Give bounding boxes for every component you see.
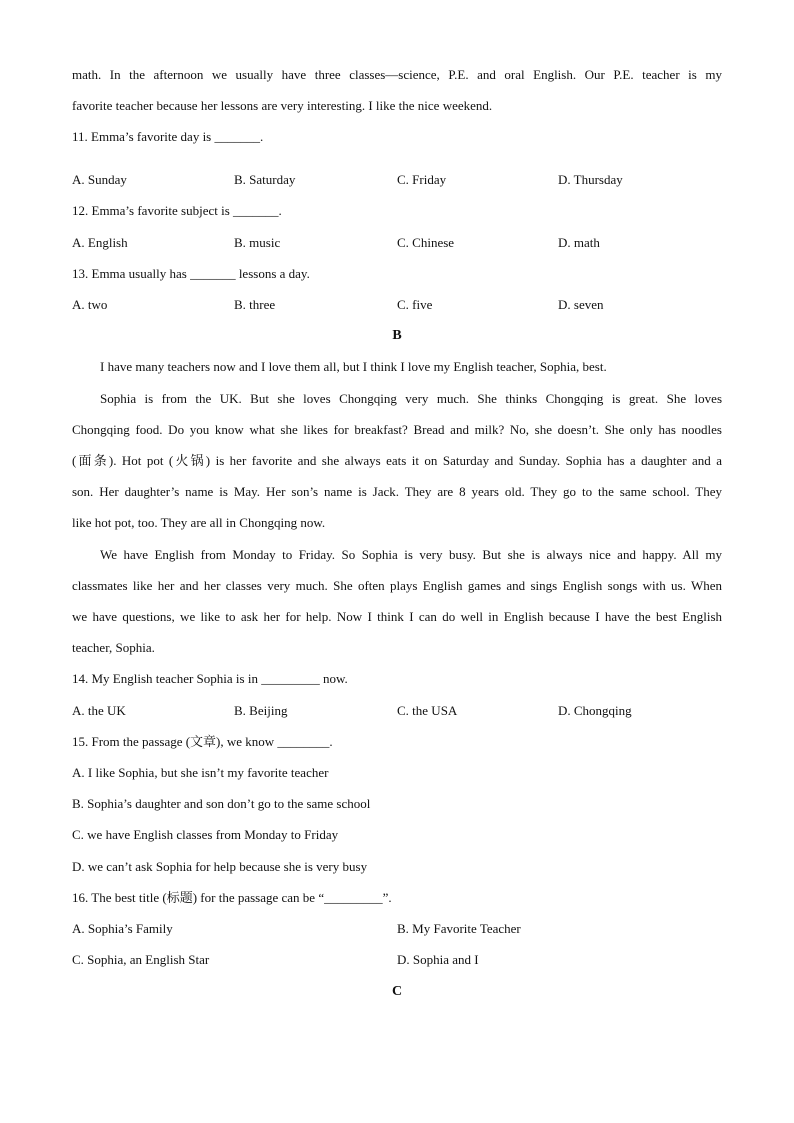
question-12-stem: 12. Emma’s favorite subject is _______. (72, 203, 282, 218)
question-11-option-b[interactable]: B. Saturday (234, 172, 296, 187)
question-16-stem: 16. The best title (标题) for the passage can be “_________”. (72, 890, 392, 905)
question-14-option-b[interactable]: B. Beijing (234, 703, 288, 718)
section-c-heading: C (391, 984, 403, 999)
passage-b-paragraph-3-line-4: teacher, Sophia. (72, 640, 155, 655)
question-15-option-b[interactable]: B. Sophia’s daughter and son don’t go to the same school (72, 796, 371, 811)
passage-b-paragraph-2-line-4: son. Her daughter’s name is May. Her son’s name is Jack. They are 8 years old. They go to the same school. They (72, 484, 722, 499)
question-15-option-c[interactable]: C. we have English classes from Monday to Friday (72, 827, 339, 842)
passage-b-paragraph-2-line-1: Sophia is from the UK. But she loves Chongqing very much. She thinks Chongqing is great. She loves (100, 391, 722, 406)
question-15-stem: 15. From the passage (文章), we know ________. (72, 734, 333, 749)
passage-b-paragraph-3-line-3: we have questions, we like to ask her for help. Now I think I can do well in English because I have the best English (72, 609, 722, 624)
passage-a-line-2: favorite teacher because her lessons are very interesting. I like the nice weekend. (72, 98, 493, 113)
section-b-heading: B (392, 328, 402, 343)
question-13-option-c[interactable]: C. five (397, 297, 433, 312)
question-13-option-d[interactable]: D. seven (558, 297, 604, 312)
question-12-option-a[interactable]: A. English (72, 235, 128, 250)
passage-b-paragraph-2-line-2: Chongqing food. Do you know what she likes for breakfast? Bread and milk? No, she doesn’t. She only has noodles (72, 422, 722, 437)
question-11-option-a[interactable]: A. Sunday (72, 172, 127, 187)
question-11-option-c[interactable]: C. Friday (397, 172, 447, 187)
question-16-option-a[interactable]: A. Sophia’s Family (72, 921, 173, 936)
question-12-option-c[interactable]: C. Chinese (397, 235, 455, 250)
passage-b-paragraph-3-line-2: classmates like her and her classes very much. She often plays English games and sings English songs with us. When (72, 578, 722, 593)
question-14-option-a[interactable]: A. the UK (72, 703, 126, 718)
question-13-option-b[interactable]: B. three (234, 297, 276, 312)
question-16-option-b[interactable]: B. My Favorite Teacher (397, 921, 521, 936)
question-14-stem: 14. My English teacher Sophia is in _________ now. (72, 671, 348, 686)
question-16-option-d[interactable]: D. Sophia and I (397, 952, 479, 967)
question-15-option-d[interactable]: D. we can’t ask Sophia for help because she is very busy (72, 859, 368, 874)
passage-b-paragraph-3-line-1: We have English from Monday to Friday. So Sophia is very busy. But she is always nice and happy. All my (100, 547, 722, 562)
question-14-option-d[interactable]: D. Chongqing (558, 703, 632, 718)
question-12-option-d[interactable]: D. math (558, 235, 600, 250)
question-11-option-d[interactable]: D. Thursday (558, 172, 623, 187)
question-16-option-c[interactable]: C. Sophia, an English Star (72, 952, 210, 967)
question-13-stem: 13. Emma usually has _______ lessons a day. (72, 266, 310, 281)
passage-a-line-1: math. In the afternoon we usually have three classes—science, P.E. and oral English. Our P.E. teacher is my (72, 67, 722, 82)
question-12-option-b[interactable]: B. music (234, 235, 281, 250)
passage-b-paragraph-2-line-5: like hot pot, too. They are all in Chongqing now. (72, 515, 326, 530)
question-15-option-a[interactable]: A. I like Sophia, but she isn’t my favorite teacher (72, 765, 329, 780)
passage-b-paragraph-1-line-1: I have many teachers now and I love them all, but I think I love my English teacher, Sophia, best. (100, 359, 607, 374)
question-11-stem: 11. Emma’s favorite day is _______. (72, 129, 264, 144)
passage-b-paragraph-2-line-3: (面条). Hot pot (火锅) is her favorite and she always eats it on Saturday and Sunday. Sophia has a daughter and a (72, 453, 722, 468)
question-13-option-a[interactable]: A. two (72, 297, 108, 312)
question-14-option-c[interactable]: C. the USA (397, 703, 458, 718)
